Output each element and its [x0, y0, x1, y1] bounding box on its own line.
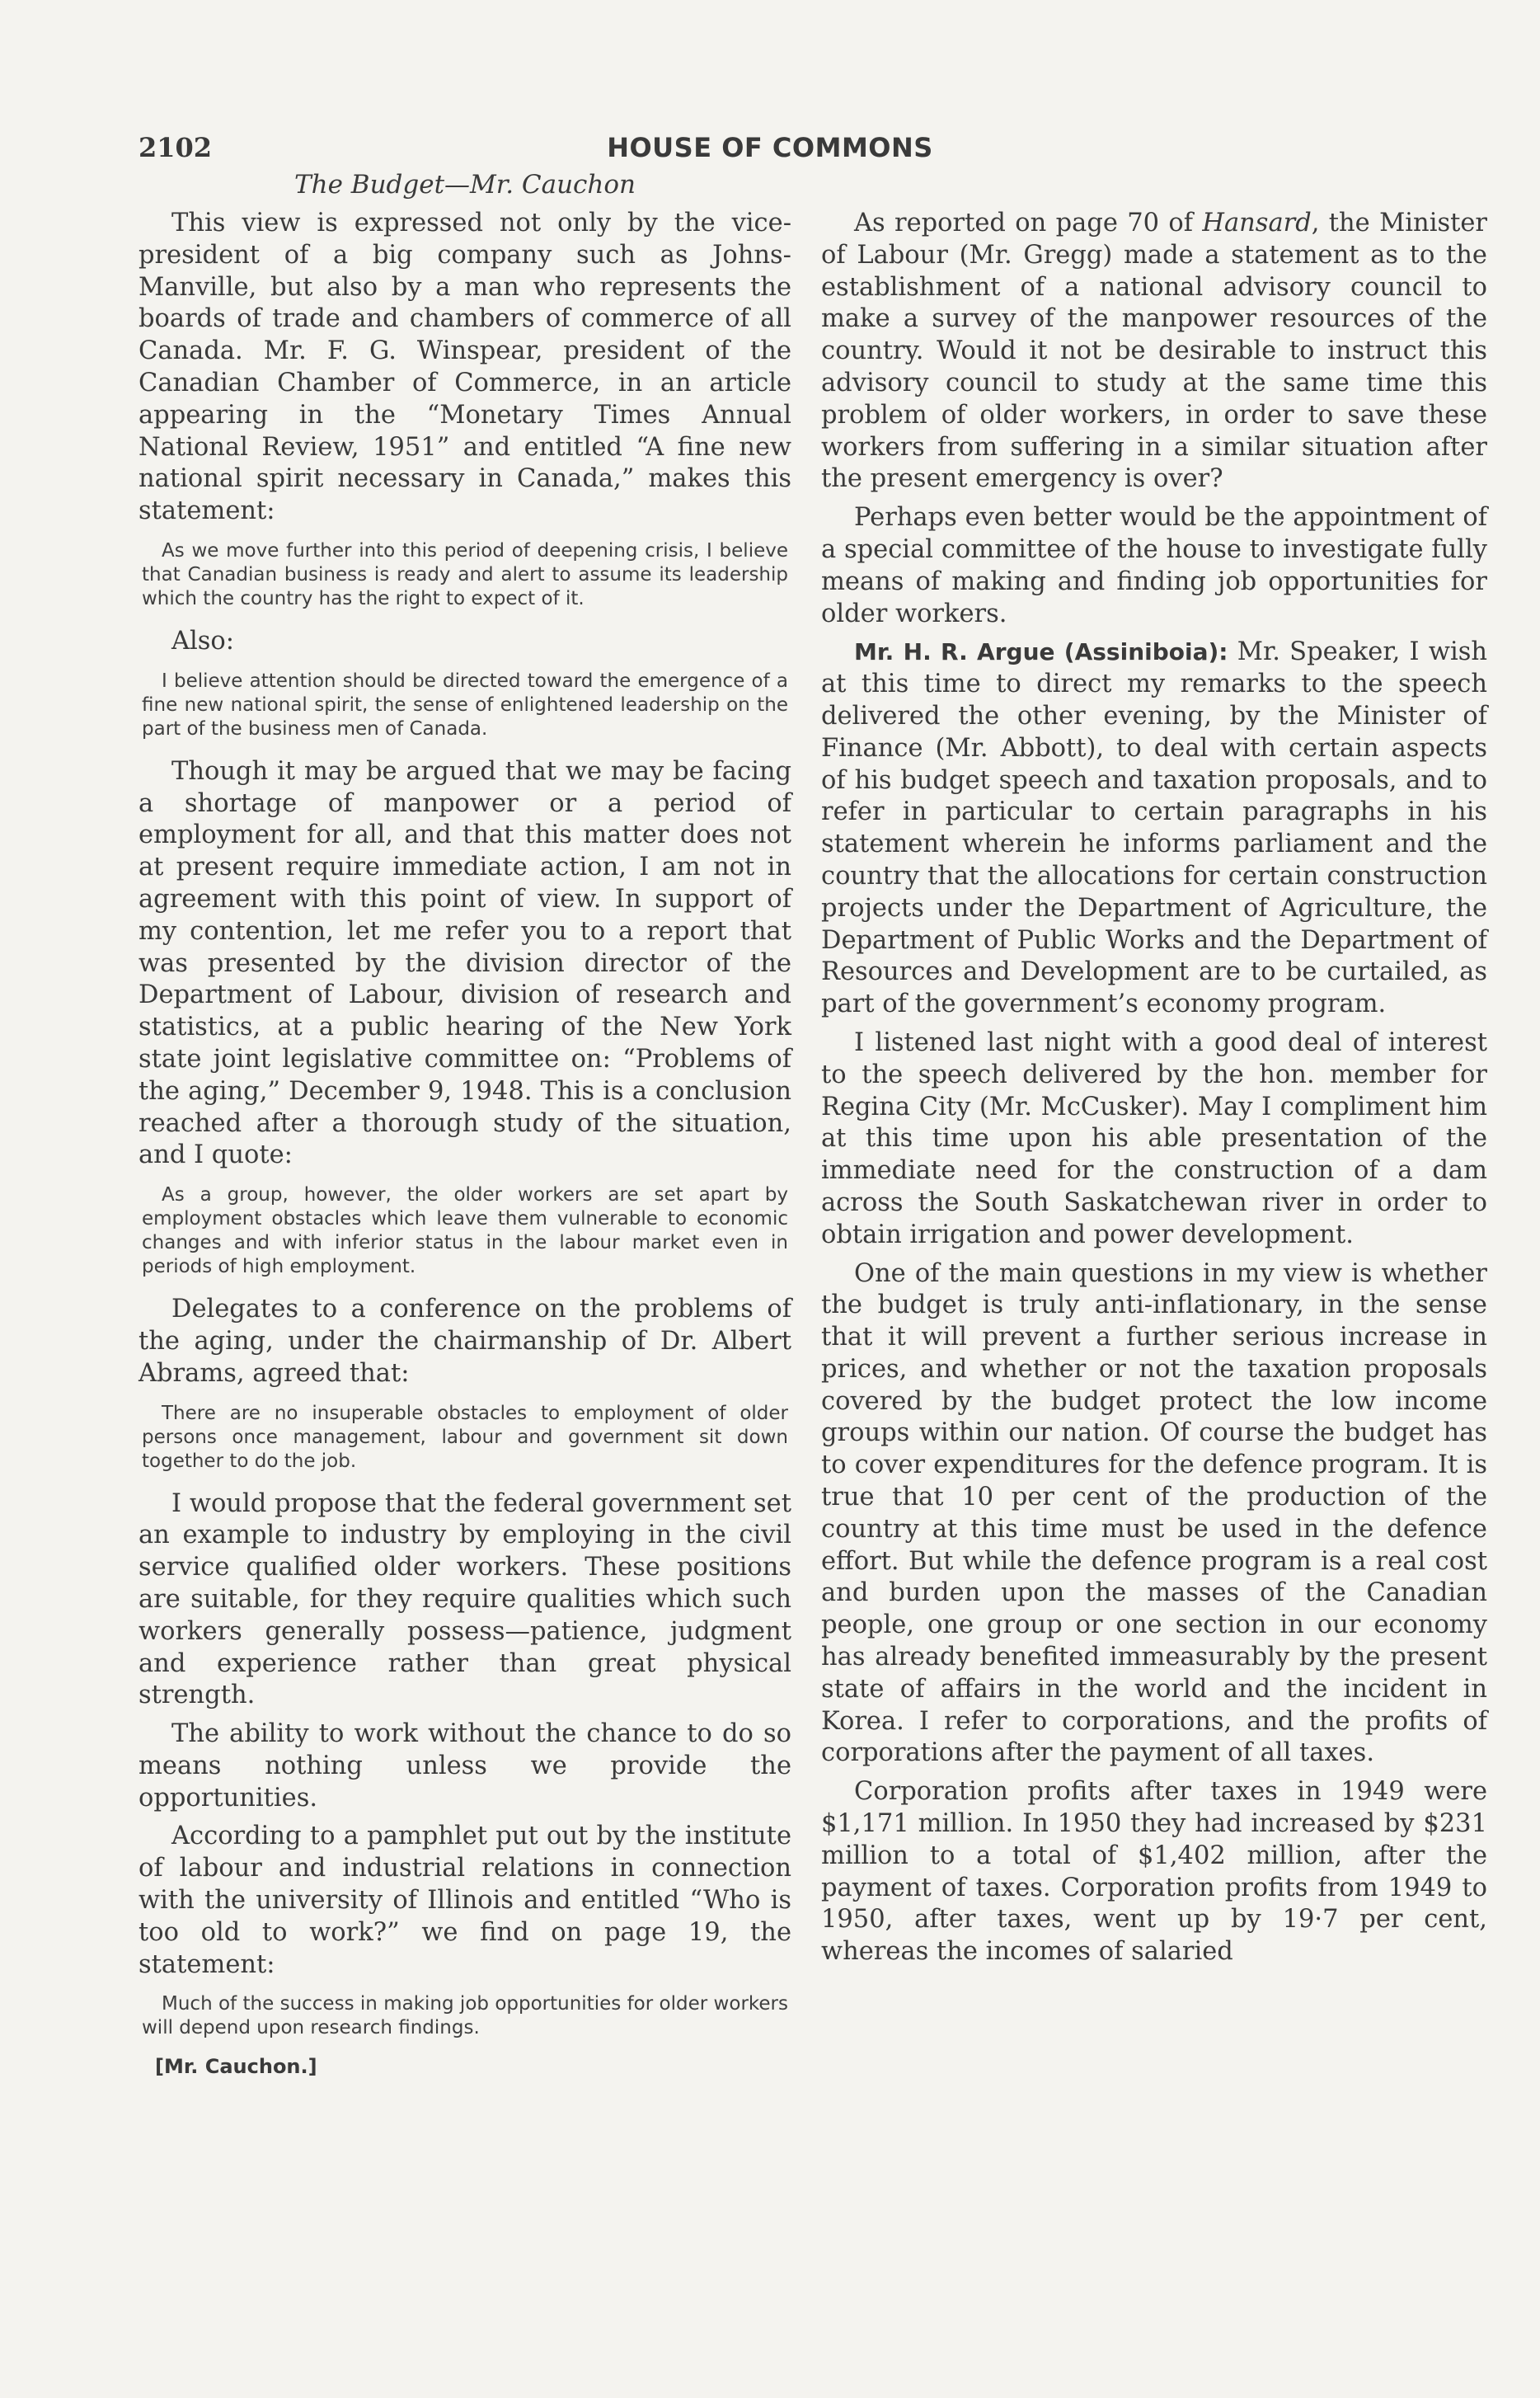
paragraph	[821, 208, 1487, 496]
block-quote: I believe attention should be directed toward the emergence of a fine new national spirit, the sense of enlightened leadership on the part of the business men of Canada.	[142, 670, 788, 740]
paragraph: One of the main questions in my view is whether the budget is truly anti-inflationary, in the sense that it will prevent a further serious increase in prices, and whether or not the taxation proposals covered by the budget protect the low income groups within our nation. Of course the budget has to cover expenditures for the defence program. It is true that 10 per cent of the production of the country at this time must be used in the defence effort. But while the defence program is a real cost and burden upon the masses of the Canadian people, one group or one section in our economy has already benefited immeasurably by the present state of affairs in the world and the incident in Korea. I refer to corporations, and the profits of corporations after the payment of all taxes.	[821, 1258, 1487, 1768]
right-column	[821, 208, 1487, 1975]
hansard-title: Hansard	[1202, 209, 1312, 237]
paragraph	[821, 637, 1487, 1021]
paragraph: I would propose that the federal government set an example to industry by employing in the civil service qualified older workers. These positions are suitable, for they require qualities which such workers generally possess—patience, judgment and experience rather than great physical strength.	[139, 1488, 791, 1710]
page-number: 2102	[139, 132, 213, 163]
block-quote: There are no insuperable obstacles to employment of older persons once management, labour and government sit down together to do the job.	[142, 1402, 788, 1472]
speaker-name: Mr. H. R. Argue (Assiniboia):	[854, 638, 1228, 666]
paragraph-text: , the Minister of Labour (Mr. Gregg) made a statement as to the establishment of a national advisory council to make a survey of the manpower resources of the country. Would it not be desirable to instruct this advisory council to study at the same time this problem of older workers, in order to save these workers from suffering in a similar situation after the present emergency is over?	[821, 209, 1487, 494]
block-quote: As we move further into this period of deepening crisis, I believe that Canadian business is ready and alert to assume its leadership which the country has the right to expect of it.	[142, 539, 788, 609]
paragraph: According to a pamphlet put out by the institute of labour and industrial relations in connection with the university of Illinois and entitled “Who is too old to work?” we find on page 19, the statement:	[139, 1822, 791, 1979]
block-quote: Much of the success in making job opportunities for older workers will depend upon research findings.	[142, 1993, 788, 2039]
left-column	[139, 208, 791, 2078]
running-head: HOUSE OF COMMONS	[607, 132, 933, 163]
paragraph: Perhaps even better would be the appointment of a special committee of the house to investigate fully means of making and finding job opportunities for older workers.	[821, 503, 1487, 628]
paragraph: Also:	[171, 626, 235, 656]
paragraph-text: As reported on page 70 of	[854, 209, 1203, 237]
paragraph: I listened last night with a good deal of interest to the speech delivered by the hon. member for Regina City (Mr. McCusker). May I compliment him at this time upon his able presentation of the immediate need for the construction of a dam across the South Saskatchewan river in order to obtain irrigation and power development.	[821, 1027, 1487, 1249]
block-quote: As a group, however, the older workers are set apart by employment obstacles which leave them vulnerable to economic changes and with inferior status in the labour market even in periods of high employment.	[142, 1184, 788, 1278]
paragraph: Corporation profits after taxes in 1949 were $1,171 million. In 1950 they had increased by $231 million to a total of $1,402 million, after the payment of taxes. Corporation profits from 1949 to 1950, after taxes, went up by 19·7 per cent, whereas the incomes of salaried	[821, 1777, 1487, 1967]
paragraph: The ability to work without the chance to do so means nothing unless we provide the opportunities.	[139, 1719, 791, 1813]
paragraph-text: Mr. Speaker, I wish at this time to direct my remarks to the speech delivered the other evening, by the Minister of Finance (Mr. Abbott), to deal with certain aspects of his budget speech and taxation proposals, and to refer in particular to certain paragraphs in his statement wherein he informs parliament and the country that the allocations for certain construction projects under the Department of Agriculture, the Department of Public Works and the Department of Resources and Development are to be curtailed, as part of the government’s economy program.	[821, 637, 1488, 1019]
speaker-attribution: [Mr. Cauchon.]	[155, 2055, 317, 2079]
paragraph: Though it may be argued that we may be facing a shortage of manpower or a period of employment for all, and that this matter does not at present require immediate action, I am not in agreement with this point of view. In support of my contention, let me refer you to a report that was presented by the division director of the Department of Labour, division of research and statistics, at a public hearing of the New York state joint legislative committee on: “Problems of the aging,” December 9, 1948. This is a conclusion reached after a thorough study of the situation, and I quote:	[139, 756, 791, 1170]
paragraph: Delegates to a conference on the problems of the aging, under the chairmanship of Dr. Albert Abrams, agreed that:	[139, 1295, 791, 1388]
paragraph: This view is expressed not only by the vice-president of a big company such as Johns-Manville, but also by a man who represents the boards of trade and chambers of commerce of all Canada. Mr. F. G. Winspear, president of the Canadian Chamber of Commerce, in an article appearing in the “Monetary Times Annual National Review, 1951” and entitled “A fine new national spirit necessary in Canada,” makes this statement:	[139, 209, 791, 526]
section-subhead: The Budget—Mr. Cauchon	[293, 170, 636, 200]
